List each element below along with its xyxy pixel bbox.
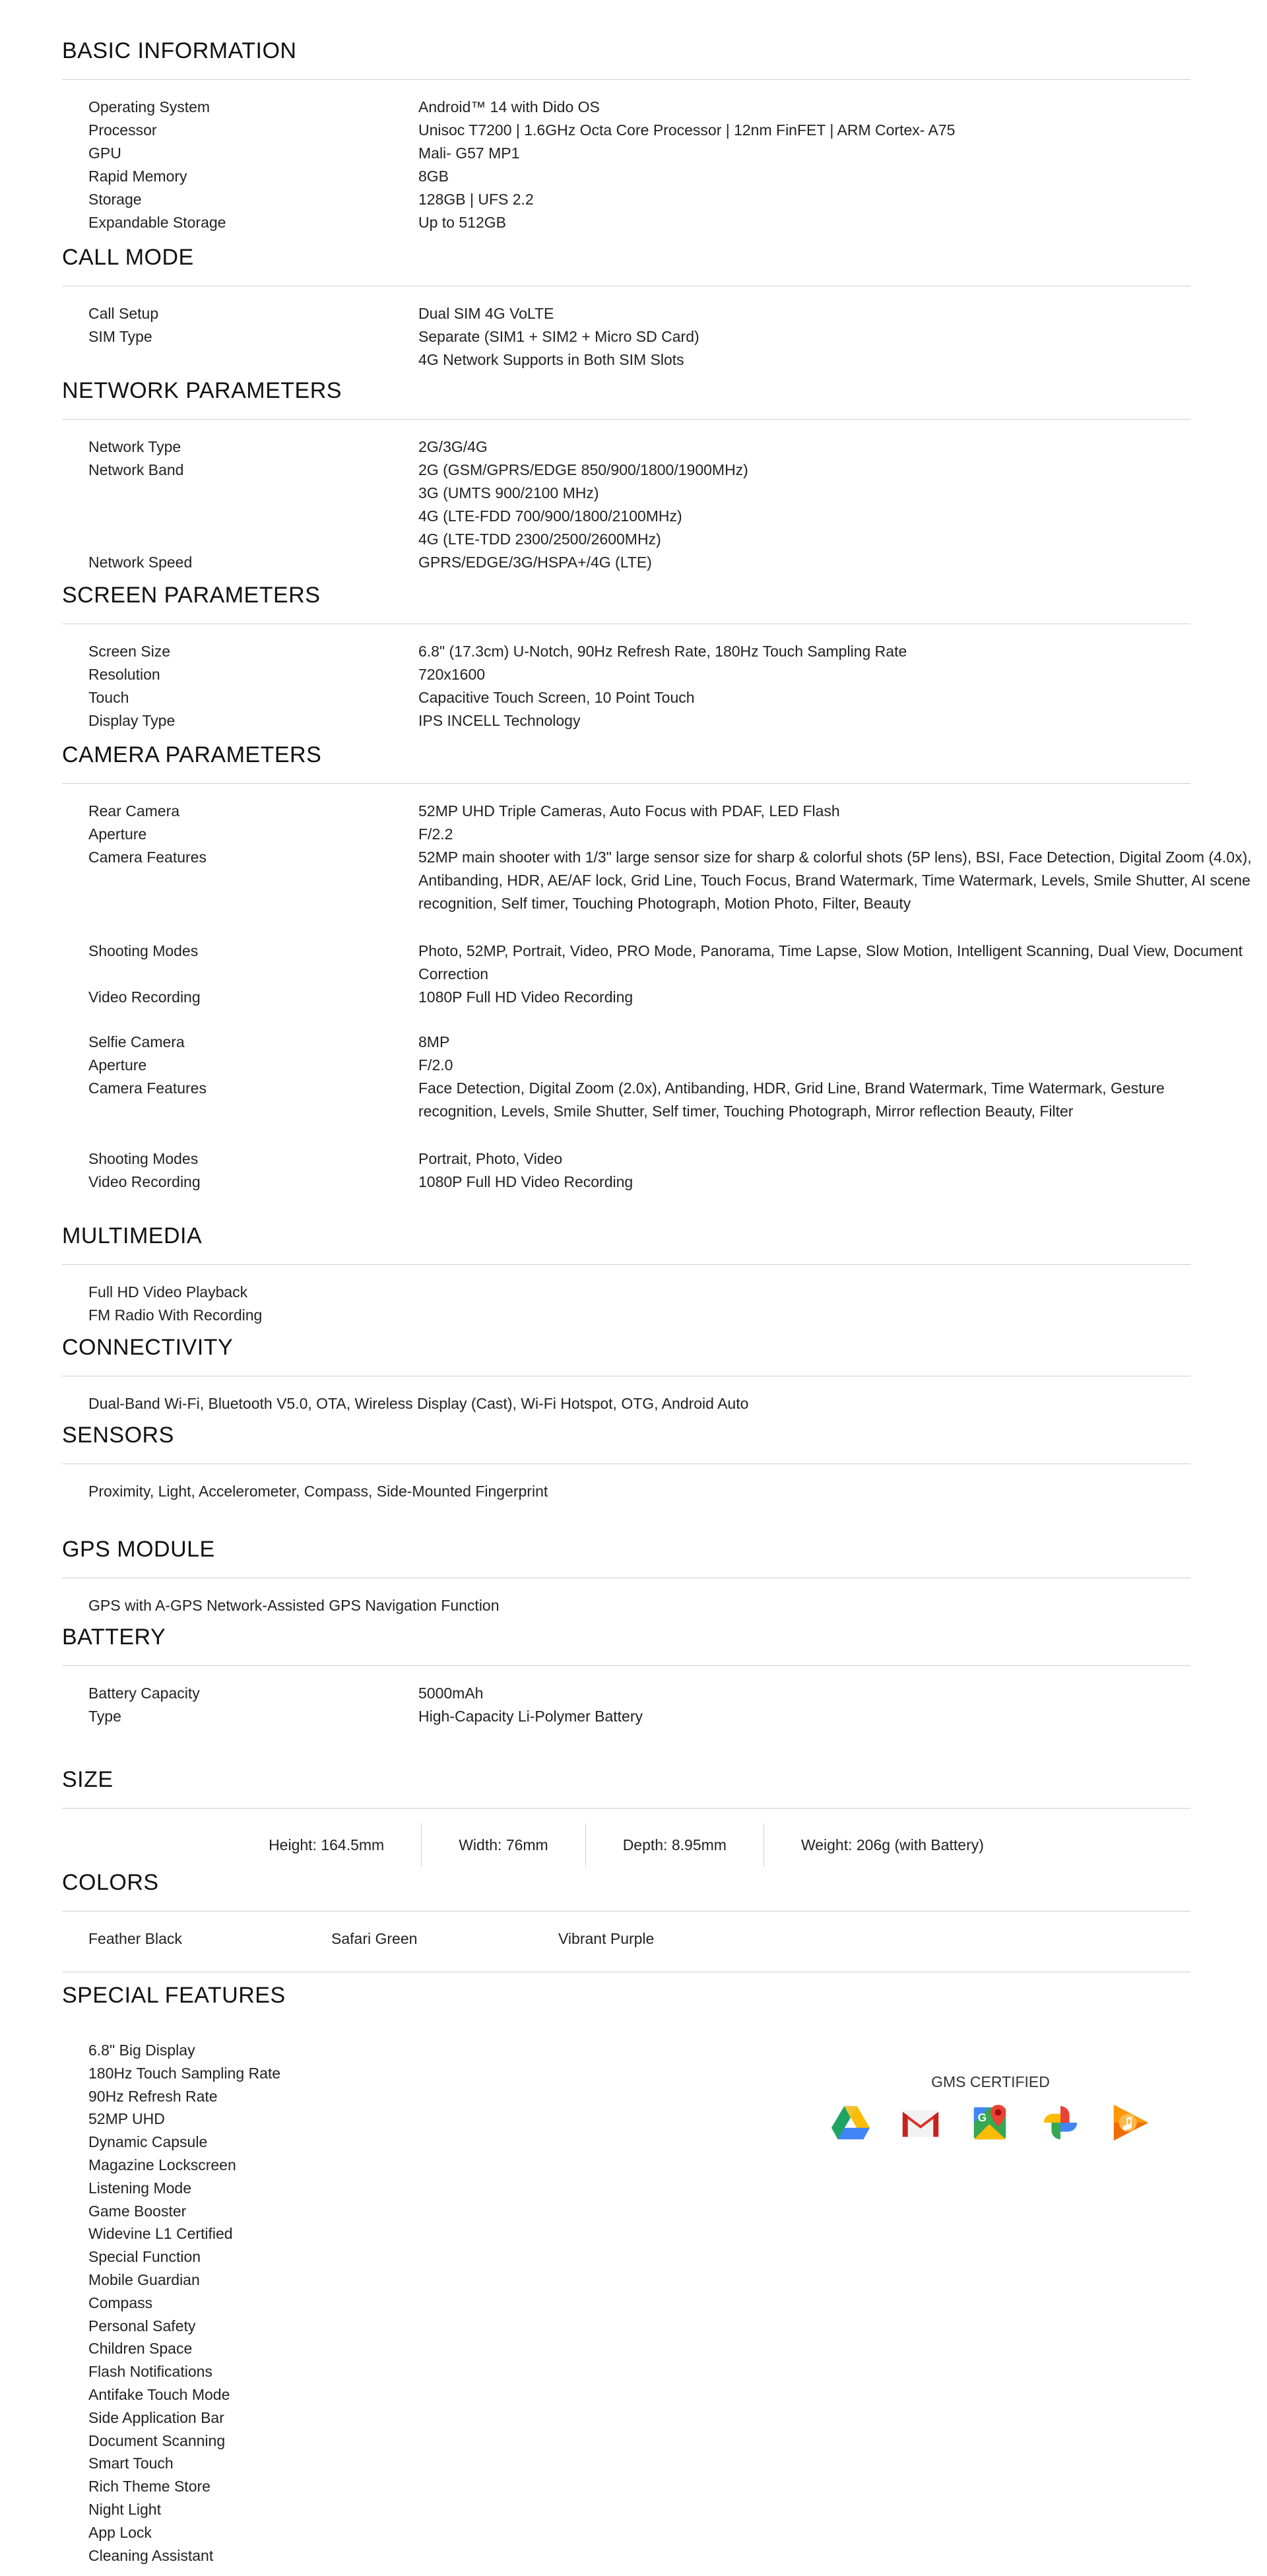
spec-key: Selfie Camera [88, 1033, 185, 1050]
spec-row [88, 1682, 1267, 1705]
spacer [88, 1123, 1267, 1147]
gms-title: GMS CERTIFIED [931, 2073, 1050, 2090]
spec-value: Portrait, Photo, Video [418, 1150, 563, 1167]
spec-key: Call Setup [88, 305, 159, 322]
spec-row [88, 211, 1267, 234]
google-maps-icon [970, 2102, 1011, 2143]
spec-row [88, 800, 1267, 823]
spec-key: Touch [88, 689, 129, 706]
feature-item: Side Application Bar [88, 2408, 224, 2426]
spec-value: 4G Network Supports in Both SIM Slots [418, 351, 684, 368]
feature-item: Game Booster [88, 2202, 187, 2220]
spec-row [88, 505, 1267, 528]
section-camera-parameters [62, 740, 1252, 1190]
gms-icons [796, 2102, 1185, 2143]
spec-value: F/2.0 [418, 1056, 453, 1074]
spec-key: Battery Capacity [88, 1685, 200, 1702]
spec-value: Up to 512GB [418, 214, 506, 231]
feature-item: Dynamic Capsule [88, 2133, 208, 2151]
spec-row [88, 823, 1267, 846]
spec-row [88, 663, 1267, 686]
spec-value: 1080P Full HD Video Recording [418, 988, 634, 1006]
spec-row [88, 119, 1267, 142]
feature-item: 6.8" Big Display [88, 2042, 195, 2059]
size-depth: Depth: 8.95mm [585, 1823, 763, 1867]
spec-key: Type [88, 1708, 121, 1725]
spec-rows [88, 640, 1267, 732]
spec-line: Proximity, Light, Accelerometer, Compass, Side-Mounted Fingerprint [88, 1483, 548, 1500]
spec-line: FM Radio With Recording [88, 1306, 263, 1324]
spec-value: 6.8" (17.3cm) U-Notch, 90Hz Refresh Rate, 180Hz Touch Sampling Rate [418, 643, 907, 660]
spec-row [88, 325, 1267, 348]
spec-value: 8MP [418, 1033, 450, 1050]
spec-line: GPS with A-GPS Network-Assisted GPS Navigation Function [88, 1597, 500, 1614]
spec-row [88, 640, 1267, 663]
spec-row [88, 1705, 1267, 1728]
section-battery [62, 1623, 1190, 1725]
spec-key: Shooting Modes [88, 1150, 199, 1167]
feature-item: Cleaning Assistant [88, 2546, 214, 2564]
spec-key: Processor [88, 121, 157, 139]
feature-item: Document Scanning [88, 2431, 226, 2449]
color-option: Vibrant Purple [558, 1930, 655, 1947]
spec-value: Unisoc T7200 | 1.6GHz Octa Core Processor | 12nm FinFET | ARM Cortex- A75 [418, 121, 956, 139]
spec-key: SIM Type [88, 328, 152, 345]
spec-value: Photo, 52MP, Portrait, Video, PRO Mode, Panorama, Time Lapse, Slow Motion, Intelligent Scanning, Dual View, Document Correction [418, 942, 1243, 982]
divider [62, 783, 1190, 784]
section-gps-module [62, 1535, 1190, 1614]
feature-item: Compass [88, 2294, 153, 2311]
spec-row [88, 1054, 1267, 1077]
section-basic-information [62, 36, 1190, 231]
feature-item: Special Function [88, 2248, 201, 2266]
section-title: SCREEN PARAMETERS [62, 583, 321, 608]
spec-key [88, 482, 418, 505]
spec-row [88, 551, 1267, 574]
spec-value: Dual SIM 4G VoLTE [418, 305, 554, 322]
divider [62, 1911, 1190, 1912]
spec-value: 5000mAh [418, 1685, 484, 1702]
spec-key: Network Speed [88, 554, 193, 571]
spec-key [88, 505, 418, 528]
spec-value: 4G (LTE-FDD 700/900/1800/2100MHz) [418, 507, 682, 525]
size-width: Width: 76mm [421, 1823, 585, 1867]
section-call-mode [62, 243, 1190, 368]
spec-line: Full HD Video Playback [88, 1283, 248, 1301]
spec-key [88, 348, 418, 371]
spacer [88, 1009, 1267, 1031]
section-colors [62, 1868, 1190, 1947]
section-size [62, 1765, 1190, 1853]
feature-item: Flash Notifications [88, 2363, 212, 2381]
spec-key: Expandable Storage [88, 214, 226, 231]
feature-item: Magazine Lockscreen [88, 2156, 236, 2174]
feature-item: 52MP UHD [88, 2110, 165, 2128]
spec-row [88, 302, 1267, 325]
feature-item: Personal Safety [88, 2317, 196, 2334]
size-height: Height: 164.5mm [269, 1836, 385, 1853]
spec-row [88, 1031, 1267, 1054]
spacer [88, 915, 1267, 940]
spec-rows [88, 96, 1267, 234]
spec-value: Separate (SIM1 + SIM2 + Micro SD Card) [418, 328, 699, 345]
spec-value: 3G (UMTS 900/2100 MHz) [418, 484, 599, 501]
section-network-parameters [62, 376, 1190, 571]
spec-row [88, 686, 1267, 709]
section-sensors [62, 1421, 1190, 1500]
spec-rows [88, 1594, 1267, 1617]
google-drive-icon [830, 2102, 871, 2143]
divider [62, 1665, 1190, 1666]
spec-key: Video Recording [88, 988, 201, 1006]
spec-row [88, 348, 1267, 371]
spec-value: Capacitive Touch Screen, 10 Point Touch [418, 689, 695, 706]
spec-rows [88, 1682, 1267, 1728]
spec-key: Rear Camera [88, 802, 180, 820]
spec-value: 2G (GSM/GPRS/EDGE 850/900/1800/1900MHz) [418, 461, 748, 478]
section-title: CONNECTIVITY [62, 1335, 234, 1360]
feature-item: Smart Touch [88, 2455, 174, 2472]
feature-item: App Lock [88, 2523, 152, 2541]
google-play-music-icon [1110, 2102, 1151, 2143]
spec-row [88, 96, 1267, 119]
divider [62, 1808, 1190, 1809]
feature-item: Children Space [88, 2340, 193, 2358]
spec-key: Display Type [88, 712, 176, 729]
spec-value: GPRS/EDGE/3G/HSPA+/4G (LTE) [418, 554, 652, 571]
colors-row [88, 1927, 654, 1950]
spec-value: 52MP main shooter with 1/3" large sensor size for sharp & colorful shots (5P lens), BSI, Face Detection, Digital Zoom (4.0x), Antibanding, HDR, AE/AF lock, Grid Line, Touch Focus, Brand Watermark, Time Watermark, Levels, Smile Shutter, AI scene recognition, Self timer, Touching Photograph, Motion Photo, Filter, Beauty [418, 849, 1252, 912]
divider [62, 79, 1190, 80]
section-multimedia [62, 1221, 1190, 1324]
feature-item: 180Hz Touch Sampling Rate [88, 2064, 281, 2082]
section-title: BATTERY [62, 1625, 166, 1650]
spec-row [88, 1077, 1267, 1123]
section-title: MULTIMEDIA [62, 1223, 203, 1248]
spec-key: Network Band [88, 461, 184, 478]
spec-row [88, 709, 1267, 732]
svg-text:G: G [977, 2111, 987, 2125]
spec-row [88, 1147, 1267, 1171]
spec-value: 52MP UHD Triple Cameras, Auto Focus with PDAF, LED Flash [418, 802, 840, 820]
section-title: SENSORS [62, 1423, 174, 1448]
spec-key: Rapid Memory [88, 168, 187, 185]
spec-key: Network Type [88, 438, 181, 455]
section-title: SPECIAL FEATURES [62, 1983, 286, 2008]
spec-value: 2G/3G/4G [418, 438, 488, 455]
feature-item: Widevine L1 Certified [88, 2225, 233, 2243]
spec-rows [88, 1281, 1267, 1327]
spec-row [88, 528, 1267, 551]
spec-row [88, 846, 1267, 915]
spec-key: Resolution [88, 666, 160, 683]
spec-value: IPS INCELL Technology [418, 712, 581, 729]
section-title: CAMERA PARAMETERS [62, 742, 322, 767]
spec-key: Shooting Modes [88, 942, 199, 959]
spec-rows [88, 435, 1267, 574]
spec-key: Video Recording [88, 1173, 201, 1190]
spec-rows [88, 1392, 1267, 1415]
spec-line: Dual-Band Wi-Fi, Bluetooth V5.0, OTA, Wireless Display (Cast), Wi-Fi Hotspot, OTG, Android Auto [88, 1395, 749, 1412]
spec-value: High-Capacity Li-Polymer Battery [418, 1708, 643, 1725]
spec-row [88, 142, 1267, 165]
spec-key [88, 528, 418, 551]
section-title: GPS MODULE [62, 1537, 215, 1562]
spec-row [88, 1171, 1267, 1194]
spec-value: 4G (LTE-TDD 2300/2500/2600MHz) [418, 531, 661, 548]
google-photos-icon [1040, 2102, 1081, 2143]
size-row [62, 1823, 1190, 1867]
feature-item: Night Light [88, 2500, 161, 2518]
feature-item: Antifake Touch Mode [88, 2385, 230, 2403]
spec-row [88, 986, 1267, 1009]
spec-key: Screen Size [88, 643, 171, 660]
spec-key: Aperture [88, 825, 147, 843]
divider [62, 1264, 1190, 1265]
feature-item: Mobile Guardian [88, 2270, 200, 2288]
spec-rows [88, 1480, 1267, 1503]
spec-value: Face Detection, Digital Zoom (2.0x), Antibanding, HDR, Grid Line, Brand Watermark, Time Watermark, Gesture recognition, Levels, Smile Shutter, Self timer, Touching Photograph, Mirror reflection Beauty, Filter [418, 1079, 1165, 1120]
feature-list [88, 2039, 280, 2567]
spec-row [88, 459, 1267, 482]
spec-row [88, 188, 1267, 211]
spec-key: Camera Features [88, 849, 207, 866]
spec-key: Operating System [88, 98, 211, 115]
section-title: BASIC INFORMATION [62, 38, 297, 63]
spec-value: F/2.2 [418, 825, 453, 843]
spec-row [88, 482, 1267, 505]
spec-value: 720x1600 [418, 666, 486, 683]
section-title: NETWORK PARAMETERS [62, 378, 342, 403]
spec-value: Mali- G57 MP1 [418, 145, 520, 162]
color-option: Safari Green [331, 1930, 418, 1947]
spec-key: Aperture [88, 1056, 147, 1074]
divider [62, 419, 1190, 420]
spec-row [88, 165, 1267, 188]
spec-key: Camera Features [88, 1079, 207, 1097]
size-weight: Weight: 206g (with Battery) [763, 1823, 1021, 1867]
feature-item: Listening Mode [88, 2179, 191, 2197]
section-title: COLORS [62, 1870, 159, 1895]
gmail-icon [900, 2102, 941, 2143]
spec-key: Storage [88, 191, 142, 208]
spec-value: 8GB [418, 168, 449, 185]
section-title: CALL MODE [62, 245, 194, 270]
spec-value: 128GB | UFS 2.2 [418, 191, 534, 208]
color-option: Feather Black [88, 1930, 182, 1947]
feature-item: Rich Theme Store [88, 2478, 211, 2496]
spec-row [88, 435, 1267, 459]
gms-certified-block [796, 2072, 1185, 2143]
spec-value: 1080P Full HD Video Recording [418, 1173, 634, 1190]
section-connectivity [62, 1333, 1190, 1412]
spec-rows [88, 800, 1267, 1194]
spec-value: Android™ 14 with Dido OS [418, 98, 600, 115]
spec-rows [88, 302, 1267, 371]
spec-row [88, 940, 1267, 986]
section-title: SIZE [62, 1767, 114, 1792]
section-screen-parameters [62, 581, 1190, 729]
feature-item: 90Hz Refresh Rate [88, 2087, 218, 2105]
spec-key: GPU [88, 145, 121, 162]
